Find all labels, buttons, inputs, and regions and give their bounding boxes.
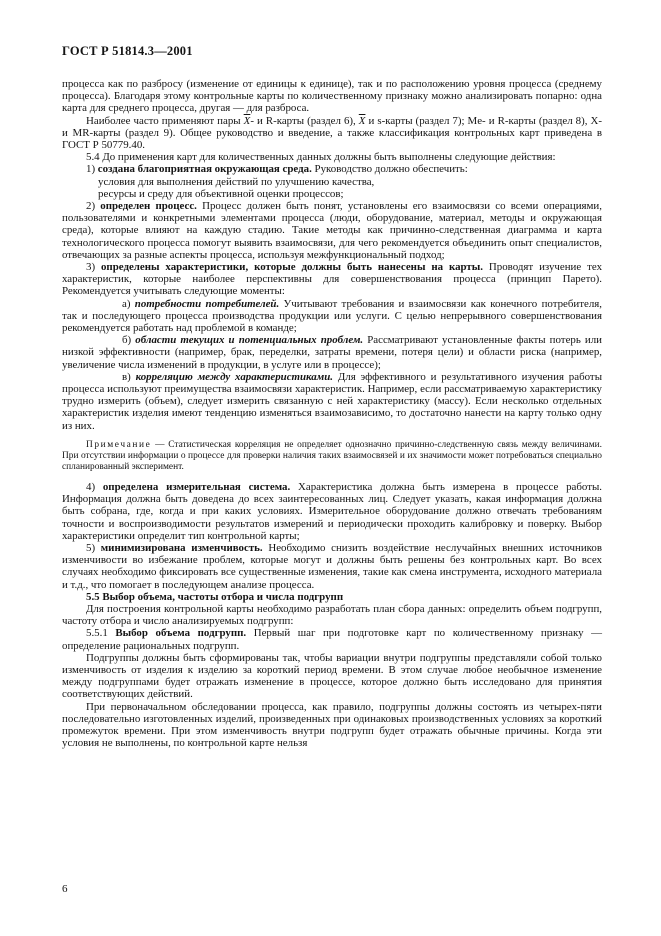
list-item-2: 2) определен процесс. Процесс должен быть понят, установлены его взаимосвязи со всеми операциями, пользователями и конкретными элементами процесса (люди, оборудование, материал, методы и окружающая среда), которые влияют на каждую стадию. Такие методы как причинно-следственная диаграмма и карта технологического процесса помогут выявить взаимосвязи, для чего рекомендуется объединить опыт специалистов, отвечающих за разные аспекты процесса, используя межфункциональный подход; — [62, 200, 602, 261]
paragraph-5-5: Для построения контрольной карты необходимо разработать план сбора данных: определить объем подгрупп, частоту отбора и число анализируемых подгрупп: — [62, 602, 602, 628]
paragraph-5-5-1: 5.5.1 Выбор объема подгрупп. Первый шаг при подготовке карт по количественному признаку — определение рациональных подгрупп. — [62, 627, 602, 652]
x-bar-symbol: $\overline{X}$ — [243, 114, 251, 127]
document-body — [62, 78, 602, 749]
page-number: 6 — [62, 883, 68, 895]
list-item-3: 3) определены характеристики, которые должны быть нанесены на карты. Проводят изучение тех характеристик, которые наиболее перспективны для совершенствования процесса (принцип Парето). Рекомендуется учитывать следующие моменты: — [62, 261, 603, 298]
paragraph-continuation: процесса как по разбросу (изменение от единицы к единице), так и по расположению уровня процесса (среднему процесса). Благодаря этому контрольные карты по количественному признаку можно анализировать попарно: одна карта для среднего процесса, другая — для разброса. — [62, 78, 602, 115]
note-label: Примечание — [86, 439, 152, 450]
list-item-5: 5) минимизирована изменчивость. Необходимо снизить воздействие неслучайных внешних источников изменчивости во избежание проблем, которые могут и должны быть решены без контрольных карт. Во всех случаях необходимо фиксировать все существенные изменения, такие как смена инструмента, исходного материала и т.д., что помогает в последующем анализе процесса. — [62, 541, 602, 591]
note-paragraph: Примечание — Статистическая корреляция не определяет однозначно причинно-следственную связь между величинами. При отсутствии информации о процессе для проверки наличия таких взаимосвязей и их значимости может потребоваться специально спланированный эксперимент. — [62, 439, 602, 472]
list-subitem: ресурсы и среду для объективной оценки процессов; — [98, 187, 344, 200]
paragraph-5-4: 5.4 До применения карт для количественных данных должны быть выполнены следующие действия: — [86, 151, 556, 164]
list-item-3c: в) корреляцию между характеристиками. Для эффективного и результативного изучения работы процесса используют преимущества взаимосвязи характеристик. Например, если рассматриваемую характеристику трудно измерить (объем), следует измерить связанную с ней характеристику (массу). Если несколько отдельных характеристик изделия имеют тенденцию изменяться взаимозависимо, то достаточно нанести на карту только одну из них. — [62, 370, 603, 432]
paragraph-subgroups: Подгруппы должны быть сформированы так, чтобы вариации внутри подгруппы представляли собой только изменчивость от изделия к изделию за короткий период времени. В этом случае любое необычное изменение между подгруппами будет отражать изменение в процессе, которое должно быть исследовано для принятия соответствующих действий. — [62, 651, 602, 701]
list-item-1: 1) создана благоприятная окружающая среда. Руководство должно обеспечить: — [86, 163, 468, 176]
list-item-3a: а) потребности потребителей. Учитывают требования и взаимосвязи как конечного потребителя, так и последующего процесса производства продукции или услуги. С целью непрерывного совершенствования рекомендуется работать над проблемой в команде; — [62, 297, 602, 335]
list-item-3b: б) области текущих и потенциальных проблем. Рассматривают установленные факты потерь или низкой эффективности (например, брак, переделки, затраты времени, потеря цели) и области риска (например, увеличение числа изменений в продукции, в услуге или в процессе); — [62, 334, 602, 371]
paragraph-chart-pairs: Наиболее часто применяют пары $\overline{X}-$ и R-карты (раздел 6), $\overline{X}$ и s-карты (раздел 7); Me- и R-карты (раздел 8), X- и MR-карты (раздел 9). Общее руководство и введение, а также классификация контрольных карт приведена в ГОСТ Р 50779.40. — [62, 114, 603, 152]
list-item-4: 4) определена измерительная система. Характеристика должна быть измерена в процессе работы. Информация должна быть доведена до всех заинтересованных лиц. Следует указать, какая информация должна быть собрана, где, когда и при каких условиях. Измерительное оборудование должно отвечать требованиям точности и воспроизводимости результатов измерений и периодически проходить калибровку и поверку. Выбор характеристики определит тип контрольной карты; — [62, 480, 602, 542]
document-header: ГОСТ Р 51814.3—2001 — [62, 44, 193, 58]
list-subitem: условия для выполнения действий по улучшению качества, — [98, 175, 375, 188]
paragraph-initial-survey: При первоначальном обследовании процесса, как правило, подгруппы должны состоять из четырех-пяти последовательно изготовленных изделий, произведенных при одинаковых производственных условиях за короткий промежуток времени. При этом изменчивость внутри подгрупп будет отражать обычные причины. Когда эти условия не выполнены, по контрольной карте нельзя — [62, 700, 602, 750]
x-bar-symbol: $\overline{X}$ — [358, 114, 366, 127]
section-heading-5-5: 5.5 Выбор объема, частоты отбора и числа подгрупп — [86, 590, 344, 603]
